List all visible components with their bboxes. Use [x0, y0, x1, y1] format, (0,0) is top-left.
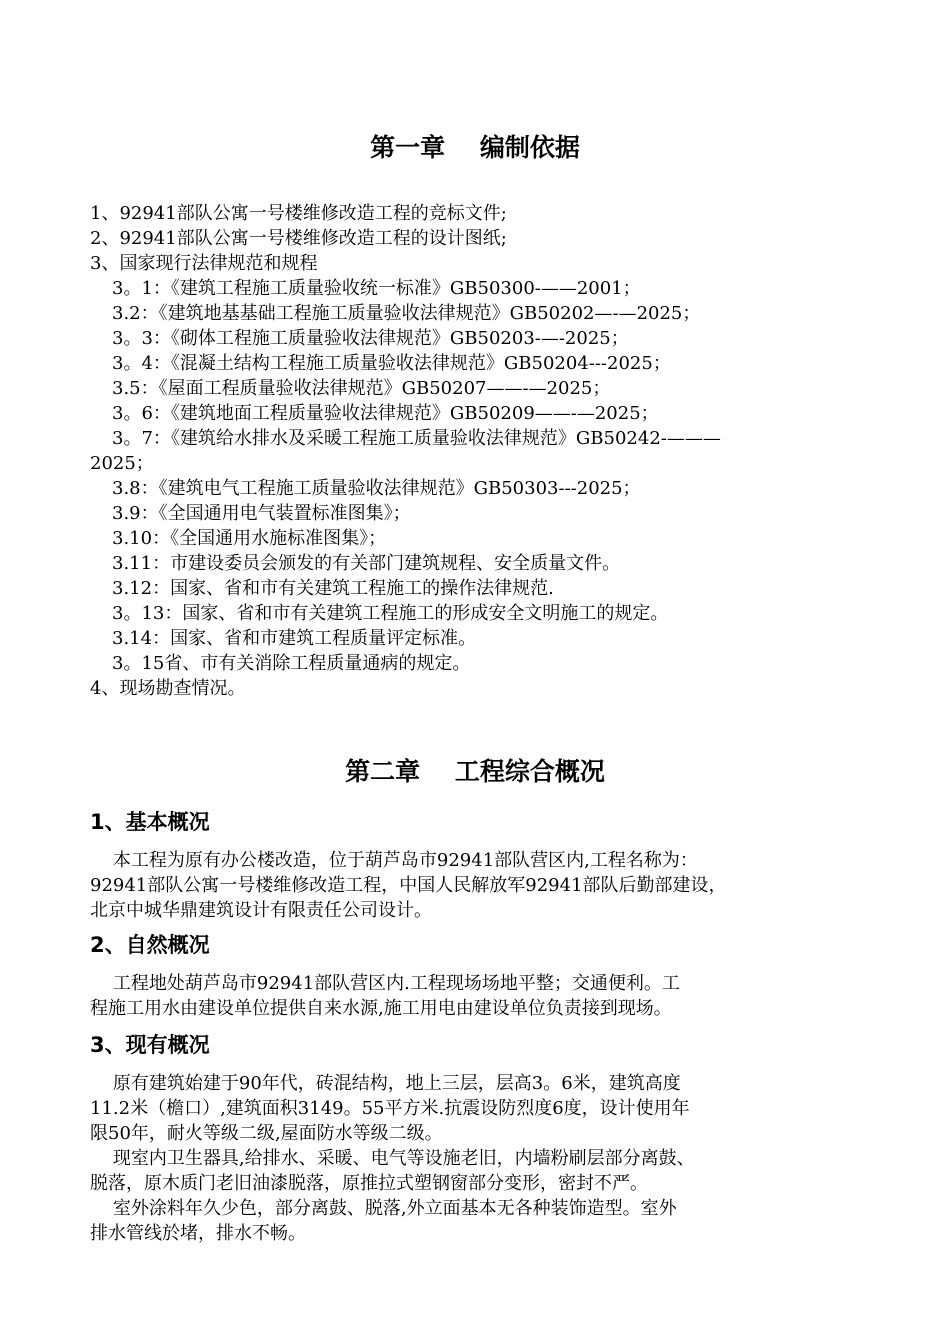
- list-item: 3。1：《建筑工程施工质量验收统一标准》GB50300-——2001；: [112, 278, 641, 299]
- chapter-1-title: 第一章 编制依据: [370, 133, 580, 162]
- list-item: 2025；: [90, 453, 154, 474]
- list-item: 3.14：国家、省和市建筑工程质量评定标准。: [112, 628, 477, 649]
- section-basic-line: 92941部队公寓一号楼维修改造工程，中国人民解放军92941部队后勤部建设，: [90, 875, 727, 896]
- section-existing-line: 室外涂料年久少色，部分离鼓、脱落,外立面基本无各种装饰造型。室外: [90, 1198, 677, 1219]
- list-item: 3.11：市建设委员会颁发的有关部门建筑规程、安全质量文件。: [112, 553, 621, 574]
- section-natural-line: 程施工用水由建设单位提供自来水源,施工用电由建设单位负责接到现场。: [90, 998, 672, 1019]
- list-item: 3.8：《建筑电气工程施工质量验收法律规范》GB50303---2025；: [112, 478, 641, 499]
- list-item: 3。3：《砌体工程施工质量验收法律规范》GB50203-—-2025；: [112, 328, 629, 349]
- list-item: 3.12：国家、省和市有关建筑工程施工的操作法律规范.: [112, 578, 554, 599]
- list-item: 3.5：《屋面工程质量验收法律规范》GB50207——-—2025；: [112, 378, 611, 399]
- list-item: 3.2：《建筑地基基础工程施工质量验收法律规范》GB50202—-—2025；: [112, 303, 701, 324]
- list-item: 4、现场勘查情况。: [90, 678, 246, 699]
- section-heading-basic: 1、基本概况: [90, 810, 210, 834]
- list-item: 3。15省、市有关消除工程质量通病的规定。: [112, 653, 471, 674]
- section-heading-natural: 2、自然概况: [90, 933, 210, 957]
- list-item: 2、92941部队公寓一号楼维修改造工程的设计图纸;: [90, 228, 507, 249]
- section-existing-line: 现室内卫生器具,给排水、采暖、电气等设施老旧，内墙粉刷层部分离鼓、: [90, 1148, 695, 1169]
- list-item: 3.10：《全国通用水施标准图集》；: [112, 528, 387, 549]
- section-existing-line: 11.2米（檐口）,建筑面积3149。55平方米.抗震设防烈度6度，设计使用年: [90, 1098, 690, 1119]
- section-existing-line: 限50年，耐火等级二级,屋面防水等级二级。: [90, 1123, 443, 1144]
- chapter-2-title: 第二章 工程综合概况: [345, 757, 605, 786]
- list-item: 1、92941部队公寓一号楼维修改造工程的竞标文件;: [90, 203, 507, 224]
- section-basic-line: 本工程为原有办公楼改造，位于葫芦岛市92941部队营区内,工程名称为：: [90, 850, 698, 871]
- section-heading-existing: 3、现有概况: [90, 1033, 210, 1057]
- section-existing-line: 排水管线於堵，排水不畅。: [90, 1223, 306, 1244]
- list-item: 3、国家现行法律规范和规程: [90, 253, 318, 274]
- list-item: 3。6：《建筑地面工程质量验收法律规范》GB50209——-—2025；: [112, 403, 659, 424]
- list-item: 3.9：《全国通用电气装置标准图集》；: [112, 503, 411, 524]
- section-basic-line: 北京中城华鼎建筑设计有限责任公司设计。: [90, 900, 432, 921]
- section-existing-line: 原有建筑始建于90年代，砖混结构，地上三层，层高3。6米，建筑高度: [90, 1073, 681, 1094]
- list-item: 3。7：《建筑给水排水及采暖工程施工质量验收法律规范》GB50242-———: [112, 428, 721, 449]
- list-item: 3。13：国家、省和市有关建筑工程施工的形成安全文明施工的规定。: [112, 603, 669, 624]
- section-natural-line: 工程地处葫芦岛市92941部队营区内.工程现场场地平整；交通便利。工: [90, 973, 680, 994]
- list-item: 3。4：《混凝土结构工程施工质量验收法律规范》GB50204---2025；: [112, 353, 671, 374]
- section-existing-line: 脱落，原木质门老旧油漆脱落，原推拉式塑钢窗部分变形，密封不严。: [90, 1173, 648, 1194]
